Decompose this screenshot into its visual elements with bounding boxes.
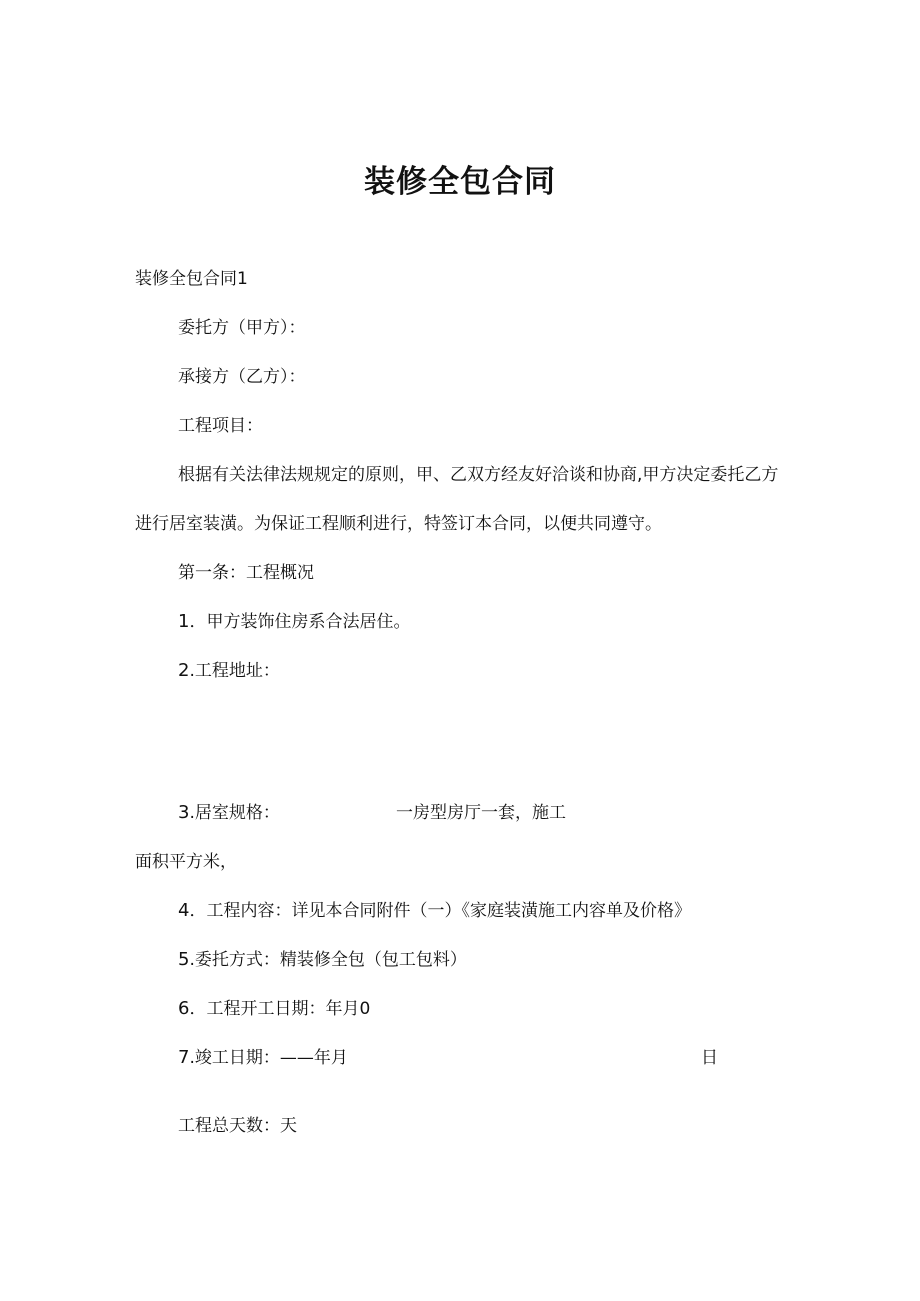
item-text: .工程地址： — [189, 661, 280, 681]
item-number: 5 — [178, 949, 190, 970]
item-text: ．工程开工日期：年月0 — [189, 999, 371, 1019]
item-number: 1 — [178, 611, 190, 632]
list-item — [178, 801, 280, 825]
article-1-heading: 第一条：工程概况 — [178, 563, 314, 583]
project-label: 工程项目： — [178, 416, 263, 436]
item-text: ．工程内容：详见本合同附件（一）《家庭装潢施工内容单及价格》 — [189, 901, 691, 921]
item-text: .居室规格： — [189, 803, 280, 823]
item-7-day-label: 日 — [701, 1048, 718, 1068]
list-item — [178, 899, 691, 923]
document-subtitle: 装修全包合同1 — [135, 269, 248, 289]
item-text: .委托方式：精装修全包（包工包料） — [189, 950, 467, 970]
list-item — [178, 1046, 348, 1070]
total-days-label: 工程总天数：天 — [178, 1116, 297, 1136]
item-number: 6 — [178, 998, 190, 1019]
list-item — [178, 610, 410, 634]
item-number: 7 — [178, 1047, 190, 1068]
item-number: 4 — [178, 900, 190, 921]
item-3-room-spec: 一房型房厅一套，施工 — [396, 803, 566, 823]
item-3-area: 面积平方米， — [135, 852, 237, 872]
list-item — [178, 659, 280, 683]
item-text: .竣工日期：——年月 — [189, 1048, 348, 1068]
item-number: 2 — [178, 660, 190, 681]
document-title: 装修全包合同 — [364, 164, 556, 200]
contractor-label: 承接方（乙方）： — [178, 367, 306, 387]
list-item — [178, 948, 467, 972]
intro-paragraph-line-1: 根据有关法律法规规定的原则，甲、乙双方经友好洽谈和协商,甲方决定委托乙方 — [178, 465, 779, 485]
item-number: 3 — [178, 802, 190, 823]
intro-paragraph-line-2: 进行居室装潢。为保证工程顺利进行，特签订本合同，以便共同遵守。 — [135, 514, 662, 534]
item-text: ．甲方装饰住房系合法居住。 — [189, 612, 411, 632]
client-label: 委托方（甲方）： — [178, 318, 306, 338]
list-item — [178, 997, 370, 1021]
